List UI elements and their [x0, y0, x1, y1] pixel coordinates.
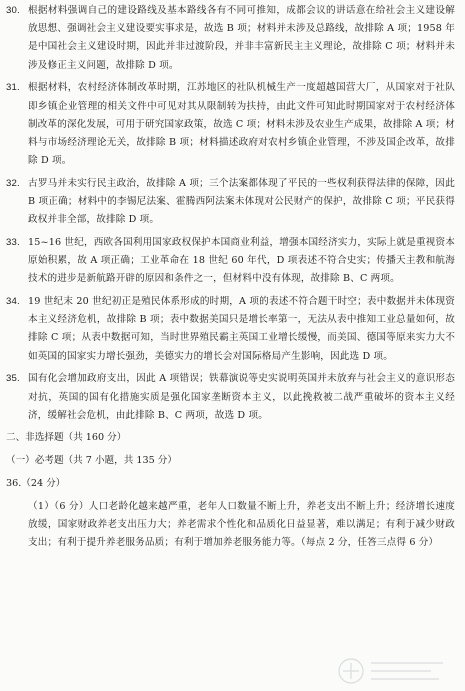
answer-item-36-part1 — [6, 498, 455, 553]
answer-item-35 — [6, 370, 455, 425]
item-number: 32. — [6, 177, 20, 189]
answer-item-30 — [6, 2, 455, 75]
answer-item-31 — [6, 79, 455, 170]
section-heading: 二、非选择题（共 160 分） — [6, 432, 127, 444]
answer-item-34 — [6, 293, 455, 366]
item-text: （1）（6 分）人口老龄化越来越严重，老年人口数量不断上升，养老支出不断上升；经济增长速度放缓，国家财政养老支出压力大；养老需求个性化和品质化日益显著，难以满足；有利于减少财政支出；有利于提升养老服务品质；有利于增加养老服务能力等。（每点 2 分，任答三点得 6 分） — [28, 500, 455, 548]
answer-item-33 — [6, 234, 455, 289]
item-number: 35. — [6, 373, 20, 385]
question-header: 36.（24 分） — [6, 477, 66, 489]
item-number: 33. — [6, 236, 20, 248]
item-number: 31. — [6, 82, 20, 94]
item-number: 30. — [6, 5, 20, 16]
item-text: 国有化会增加政府支出，因此 A 项错误；铁幕演说等史实说明英国并未放弃与社会主义的意识形态对抗，英国的国有化措施实质是强化国家垄断资本主义，以此挽救被二战严重破坏的资本主义经济，缓解社会危机，由此排除 B、C 两项，故选 D 项。 — [28, 373, 455, 421]
subsection-heading: （一）必考题（共 7 小题，共 135 分） — [6, 455, 177, 467]
watermark-logo-icon — [333, 653, 453, 689]
answer-item-32 — [6, 175, 455, 230]
item-text: 根据材料，农村经济体制改革时期，江苏地区的社队机械生产一度超越国营大厂，从国家对于社队即乡镇企业管理的相关文件中可见对其从限制转为扶持，由此文件可知此时期国家对于农村经济体制改革的深化发展，可用于研究国家政策，故选 C 项；材料未涉及农业生产成果，故排除 A 项；材料与市场经济理论无关，故排除 B 项；材料描述政府对农村乡镇企业管理，不涉及国企改革，故排除 D 项。 — [28, 82, 455, 167]
item-text: 19 世纪末 20 世纪初正是殖民体系形成的时期，A 项的表述不符合题干时空；表中数据并未体现资本主义经济危机，故排除 B 项；表中数据美国只是增长率第一，无法从表中推知工业总量如何，故排除 C 项；从表中数据可知，当时世界殖民霸主英国工业增长缓慢，而美国、德国等原来实力大不如英国的国家实力增长强劲，美德实力的增长会对国际格局产生影响，因此选 D 项。 — [28, 296, 455, 362]
item-text: 古罗马并未实行民主政治，故排除 A 项；三个法案都体现了平民的一些权利获得法律的保障，因此 B 项正确；材料中的李锡尼法案、霍腾西阿法案未体现对公民财产的保护，故排除 C 项；平民获得政权并非全部，故排除 D 项。 — [28, 177, 455, 226]
item-number: 34. — [6, 296, 20, 308]
item-text: 15~16 世纪，西欧各国利用国家政权保护本国商业利益，增强本国经济实力，实际上就是重视资本原始积累，故 A 项正确；工业革命在 18 世纪 60 年代，D 项表述不符合史实；传播天主教和航海技术的进步是新航路开辟的原因和条件之一，但材料中没有体现，故排除 B、C 两项。 — [28, 236, 455, 285]
item-text: 根据材料强调自己的建设路线及基本路线各有不同可推知，成都会议的讲话意在给社会主义建设解放思想、强调社会主义建设要实事求是，故选 B 项；材料并未涉及总路线，故排除 A 项；1958 年是中国社会主义建设时期，因此并非过渡阶段，并非丰富新民主主义理论，故排除 C 项；材料并未涉及修正主义问题，故排除 D 项。 — [28, 5, 455, 71]
